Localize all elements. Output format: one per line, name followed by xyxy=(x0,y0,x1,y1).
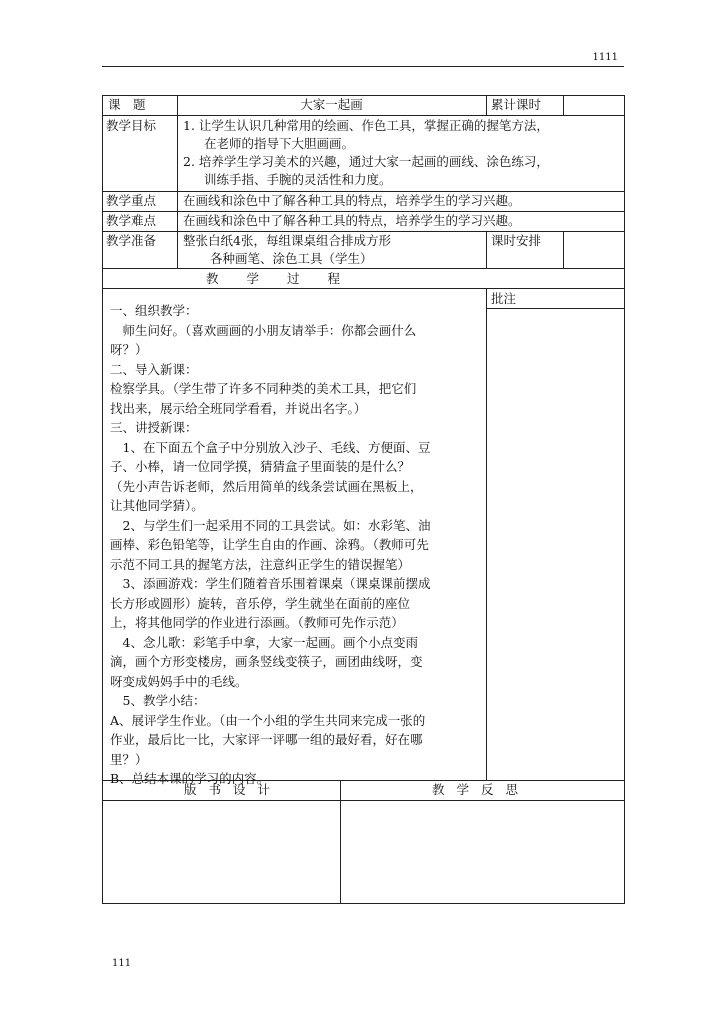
board-design-label: 版书设计 xyxy=(184,782,283,797)
process-line: 3、添画游戏：学生们随着音乐围着课桌（课桌课前摆成 xyxy=(110,576,431,591)
table-rule xyxy=(102,800,625,801)
process-line: 让其他同学猜）。 xyxy=(110,498,204,513)
prep-line: 各种画笔、涂色工具（学生） xyxy=(210,251,373,266)
hours-label: 累计课时 xyxy=(491,97,542,112)
goals-label: 教学目标 xyxy=(106,118,157,133)
process-line: 滴，画个方形变楼房，画条竖线变筷子，画团曲线呀，变 xyxy=(110,654,423,669)
page-footer-number: 111 xyxy=(112,958,132,969)
prep-label: 教学准备 xyxy=(106,233,157,248)
prep-line: 整张白纸4张，每组课桌组合排成方形 xyxy=(183,233,391,248)
process-line: 呀变成妈妈手中的毛线。 xyxy=(110,673,248,689)
schedule-label: 课时安排 xyxy=(491,233,542,248)
key-value: 在画线和涂色中了解各种工具的特点，培养学生的学习兴趣。 xyxy=(183,193,521,208)
schedule-column-rule xyxy=(486,231,487,268)
process-title: 教学过程 xyxy=(206,271,369,286)
topic-label: 课 题 xyxy=(108,97,146,112)
table-rule xyxy=(102,288,625,289)
process-line: A、展评学生作业。（由一个小组的学生共同来完成一张的 xyxy=(110,712,426,728)
process-line: 检察学具。（学生带了许多不同种类的美术工具，把它们 xyxy=(110,381,417,396)
label-column-rule xyxy=(177,95,178,268)
process-line: 4、念儿歌：彩笔手中拿，大家一起画。画个小点变雨 xyxy=(110,634,418,650)
notes-header-rule xyxy=(486,308,625,309)
goal-line: 1. 让学生认识几种常用的绘画、作色工具，掌握正确的握笔方法， xyxy=(183,118,549,133)
process-line: 5、教学小结： xyxy=(110,693,206,708)
process-line: 示范不同工具的握笔方法，注意纠正学生的错误握笔） xyxy=(110,556,411,572)
process-line: 找出来，展示给全班同学看看，并说出名字。） xyxy=(110,400,367,416)
page-header-number: 1111 xyxy=(592,52,618,63)
hours-value-rule xyxy=(563,95,564,115)
schedule-value-rule xyxy=(563,231,564,268)
process-line: 子、小棒，请一位同学摸，猜猜盒子里面装的是什么？ xyxy=(110,459,411,474)
difficulty-value: 在画线和涂色中了解各种工具的特点，培养学生的学习兴趣。 xyxy=(183,213,521,228)
process-line: 作业，最后比一比，大家评一评哪一组的最好看，好在哪 xyxy=(110,732,423,747)
process-line: 里？） xyxy=(110,751,148,767)
process-line: 画棒、彩色铅笔等，让学生自由的作画、涂鸦。（教师可先 xyxy=(110,537,429,552)
goal-line: 在老师的指导下大胆画画。 xyxy=(204,136,355,151)
process-line: 一、组织教学： xyxy=(110,303,198,318)
process-line: 2、与学生们一起采用不同的工具尝试。如：水彩笔、油 xyxy=(110,517,431,533)
hours-column-rule xyxy=(486,95,487,115)
difficulty-label: 教学难点 xyxy=(106,213,157,228)
goal-line: 2. 培养学生学习美术的兴趣，通过大家一起画的画线、涂色练习， xyxy=(183,154,549,169)
process-line: 二、导入新课： xyxy=(110,361,198,377)
notes-label: 批注 xyxy=(491,291,517,306)
reflection-label: 教学反思 xyxy=(432,782,531,797)
process-line: 1、在下面五个盒子中分别放入沙子、毛线、方便面、豆 xyxy=(110,439,431,455)
key-label: 教学重点 xyxy=(106,193,157,208)
goal-line: 训练手指、手腕的灵活性和力度。 xyxy=(204,172,392,187)
process-line: 长方形或圆形）旋转，音乐停，学生就坐在面前的座位 xyxy=(110,595,411,611)
process-line: 呀？） xyxy=(110,342,148,357)
table-rule xyxy=(102,268,625,269)
topic-value: 大家一起画 xyxy=(300,97,363,112)
process-line: 上，将其他同学的作业进行添画。（教师可先作示范） xyxy=(110,615,404,630)
header-rule xyxy=(102,66,624,67)
process-line: 师生问好。（喜欢画画的小朋友请举手：你都会画什么 xyxy=(110,322,417,338)
process-line: B、总结本课的学习的内容。 xyxy=(110,771,270,786)
process-line: （先小声告诉老师，然后用简单的线条尝试画在黑板上， xyxy=(110,478,423,494)
process-line: 三、讲授新课： xyxy=(110,420,198,435)
notes-column-rule xyxy=(486,288,487,780)
reflection-column-rule xyxy=(340,780,341,904)
process-body xyxy=(110,301,482,789)
table-rule xyxy=(102,115,625,116)
